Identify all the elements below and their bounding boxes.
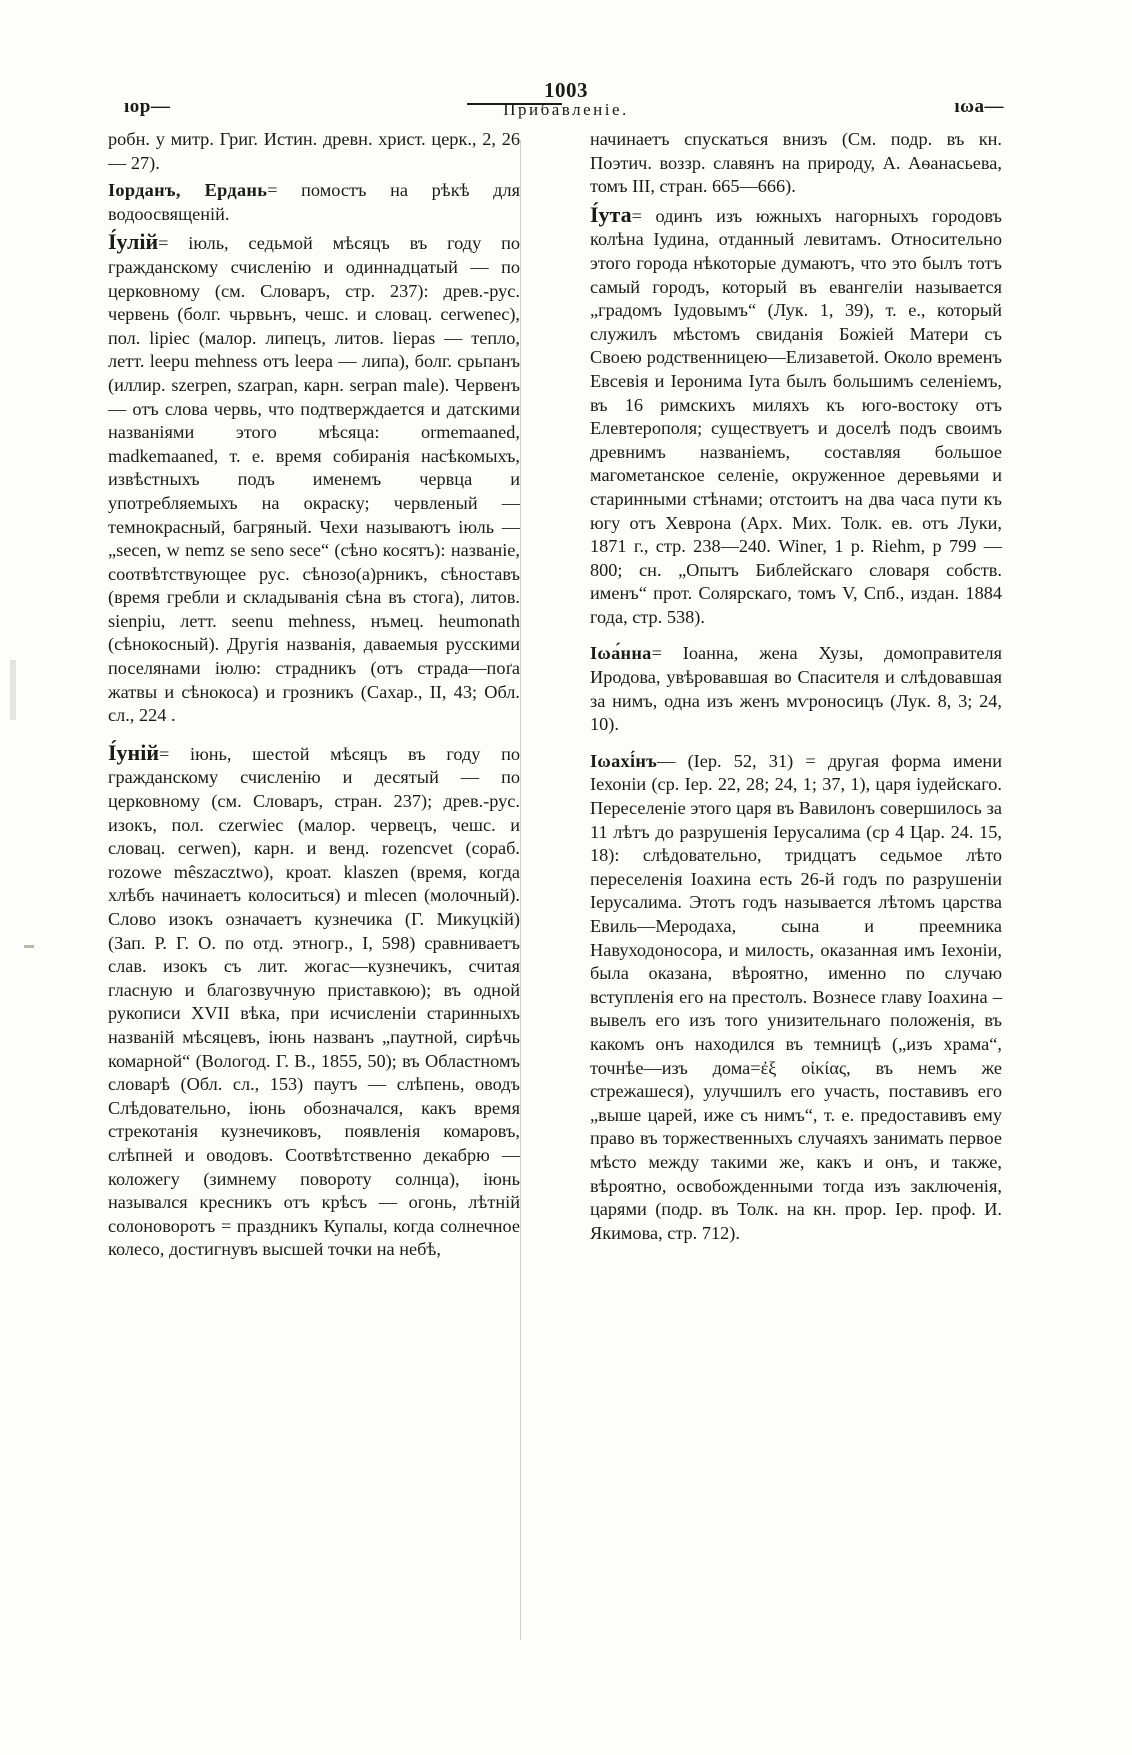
column-divider [520, 140, 521, 1640]
entry-headword: І́ута [590, 201, 632, 227]
entry-text: = іюнь, шестой мѣсяцъ въ году по гражданскому счисленію и десятый — по церковному (см. Словаръ, стран. 237); древ.-рус. изокъ, пол. czerwiec (малор. червецъ, чешс. и словац. cerwen), карн. и венд. rozencvet (сораб. rozowe mêszacztwo), кроат. klaszen (время, когда хлѣбъ начинаетъ колоситься) и mlecen (молочный). Слово изокъ означаетъ кузнечика (Г. Микуцкій) (Зап. Р. Г. О. по отд. этногр., I, 598) сравниваетъ слав. изокъ съ лит. жогас—кузнечикъ, считая гласную и благозвучную приставкою); въ одной рукописи XVII вѣка, при исчисленіи старинныхъ названій мѣсяцевъ, іюнь названъ „паутной, сирѣчь комарной“ (Вологод. Г. В., 1855, 50); въ Областномъ словарѣ (Обл. сл., 153) паутъ — слѣпень, оводъ Слѣдовательно, іюнь обозначался, какъ время стрекотанія кузнечиковъ, появленія комаровъ, слѣпней и оводовъ. Соотвѣтственно декабрю — коложегу (зимнему повороту солнца), іюнь назывался кресникъ отъ крѣсъ — огонь, лѣтній солоноворотъ = праздникъ Купалы, когда солнечное колесо, достигнувъ высшей точки на небѣ, [108, 743, 520, 1260]
entry-iulii [108, 230, 520, 727]
entry-text: начинаетъ спускаться внизъ (См. подр. въ кн. Поэтич. воззр. славянъ на природу, А. Аѳанасьева, томъ III, стран. 665—666). [590, 129, 1002, 197]
entry-spacer [108, 732, 520, 741]
entry-headword: Іωа́нна [590, 643, 652, 664]
entry-headword: І́уній [108, 739, 160, 765]
entry-spacer [590, 633, 1002, 642]
entry-text: = іюль, седьмой мѣсяцъ въ году по гражданскому счисленію и одиннадцатый — по церковному (см. Словаръ, стр. 237): древ.-рус. червень (болг. чьрвьнъ, чешс. и словац. cerwenec), пол. lipiec (малор. липецъ, литов. liepas — тепло, летт. leepu mehness отъ leepa — липа), болг. срьпанъ (иллир. szerpen, szarpan, карн. serpan male). Червенъ — отъ слова червь, что подтверждается и датскими названіями этого мѣсяца: ormemaaned, madkemaaned, т. е. время собиранія насѣкомыхъ, извѣстныхъ подъ именемъ червца и употребляемыхъ на окраску; червленый — темнокрасный, багряный. Чехи называютъ іюль — „secen, w nemz se seno sece“ (сѣно косятъ): названіе, соотвѣтствующее рус. сѣнозо(а)рникъ, сѣноставъ (время гребли и складыванія сѣна въ стога), литов. sienpiu, летт. seenu mehness, нъмец. heumonath (сѣнокосный). Другія названія, даваемыя русскими поселянами іюлю: страдникъ (отъ страда—поґа жатвы и сѣнокоса) и грозникъ (Сахар., II, 43; Обл. сл., 224 . [108, 233, 520, 726]
page-header [0, 78, 1132, 122]
entry-text: — (Іер. 52, 31) = другая форма имени Іехоніи (ср. Іер. 22, 28; 24, 1; 37, 1), царя іудейскаго. Переселеніе этого царя въ Вавилонъ совершилось за 11 лѣтъ до разрушенія Іерусалима (ср 4 Цар. 24. 15, 18): слѣдовательно, тридцатъ седьмое лѣто переселенія Іоахина есть 26-й годъ по разрушеніи Іерусалима. Этотъ годъ называется лѣтомъ царства Евиль—Меродаха, сына и преемника Навуходоносора, и милость, оказанная имъ Іехоніи, была оказана, вѣроятно, именно по случаю вступленія его на престолъ. Вознесе главу Іоахина – вывелъ его изъ того унизительнаго положенія, въ какомъ онъ находился въ темницѣ („изъ храма“, точнѣе—изъ дома=ἐξ οἰκίας, въ немъ же стрежашеся), улучшилъ его участь, поставивъ его „выше царей, иже съ нимъ“, т. е. предоставивъ ему право въ торжественныхъ случаяхъ занимать первое мѣсто между такими же, какъ и онъ, и также, вѣроятно, освобожденными тогда изъ заключенія, царями (подр. въ Толк. на кн. прор. Іер. проф. И. Якимова, стр. 712). [590, 750, 1002, 1243]
entry-text: = одинъ изъ южныхъ нагорныхъ городовъ колѣна Іудина, отданный левитамъ. Относительно этого города нѣкоторые думаютъ, что это былъ тотъ самый городъ, который въ евангеліи называется „градомъ Іудовымъ“ (Лук. 1, 39), т. е., который служилъ мѣстомъ свиданія Божіей Матери съ Своею родственницею—Елизаветой. Около временъ Евсевія и Іеронима Іута былъ большимъ селеніемъ, въ 16 римскихъ миляхъ къ юго-востоку отъ Елевтерополя; существуетъ и доселѣ подъ своимъ древнимъ названіемъ, составляя большое магометанское селеніе, окруженное деревьями и старинными стѣнами; отстоитъ на два часа пути къ югу отъ Хеврона (Арх. Мих. Толк. ев. отъ Луки, 1871 г., стр. 238—240. Winer, 1 p. Riehm, p 799 — 800; сн. „Опытъ Библейскаго словаря собств. именъ“ прот. Солярскаго, томъ V, Спб., издан. 1884 года, стр. 538). [590, 205, 1002, 627]
page-number: 1003 [544, 78, 588, 102]
entry-headword: І́улій [108, 229, 159, 255]
entry-headword: Іорданъ, Ердань [108, 180, 268, 201]
running-head-right: ıωа— [954, 96, 1004, 117]
scan-edge-artifact-2 [24, 945, 34, 948]
entry-iuta [590, 203, 1002, 630]
entry-iordan-cont [108, 128, 520, 175]
running-head-center: Прибавленіе. [503, 100, 629, 119]
entry-ioahin [590, 750, 1002, 1245]
entry-spacer [590, 741, 1002, 750]
entry-iunii-cont [590, 128, 1002, 199]
column-right [590, 128, 1002, 1249]
running-head-left: ıор— [124, 96, 171, 117]
entry-iunii [108, 741, 520, 1262]
entry-iordan [108, 179, 520, 226]
entry-headword: Іωахі́нъ [590, 750, 658, 771]
column-left [108, 128, 520, 1266]
entry-text: = Іоанна, жена Хузы, домоправителя Иродова, увѣровавшая во Спасителя и слѣдовавшая за нимъ, одна изъ женъ мѵроносицъ (Лук. 8, 3; 24, 10). [590, 643, 1002, 735]
entry-text: = помостъ на рѣкѣ для водоосвященій. [108, 180, 520, 224]
entry-ioanna [590, 642, 1002, 736]
entry-text: робн. у митр. Григ. Истин. древн. христ. церк., 2, 26 — 27). [108, 129, 520, 173]
scan-edge-artifact [10, 660, 16, 720]
